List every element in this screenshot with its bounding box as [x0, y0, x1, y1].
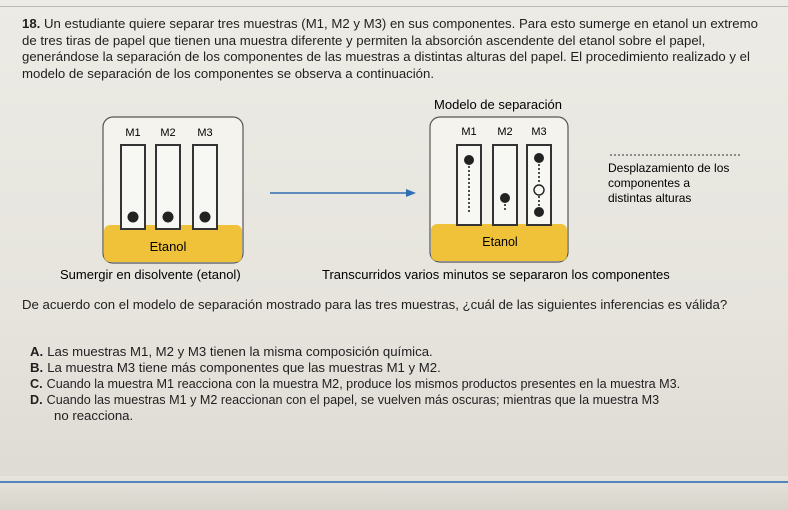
option-d-text: Cuando las muestras M1 y M2 reaccionan con el papel, se vuelven más oscuras; mientras que la muestra M3	[46, 393, 660, 407]
right-caption: Transcurridos varios minutos se separaron los componentes	[322, 267, 670, 282]
right-label-m2: M2	[497, 126, 513, 138]
right-label-m1: M1	[461, 126, 477, 138]
bottom-blue-rule	[0, 481, 788, 483]
left-beaker	[103, 117, 243, 263]
right-m2-component	[500, 193, 510, 203]
option-b[interactable]	[30, 360, 788, 376]
question-prompt: De acuerdo con el modelo de separación mostrado para las tres muestras, ¿cuál de las siguientes inferencias es válida?	[22, 297, 728, 312]
left-label-m2: M2	[160, 127, 176, 139]
question-text: Un estudiante quiere separar tres muestras (M1, M2 y M3) en sus componentes. Para esto sumerge en etanol un extremo de tres tiras de papel que tienen una muestra diferente y permiten la absorción ascendente del etanol sobre el papel, generándose la separación de los componentes de las muestras a distintas alturas del papel. El procedimiento realizado y el modelo de separación de los componentes se observa a continuación.	[22, 16, 758, 81]
annotation-line-3: distintas alturas	[608, 191, 692, 205]
option-d-letter: D.	[30, 393, 43, 407]
left-label-m1: M1	[125, 127, 141, 139]
left-sample-dot-m3	[200, 212, 211, 223]
option-d[interactable]	[30, 392, 788, 408]
option-a-text: Las muestras M1, M2 y M3 tienen la misma composición química.	[47, 344, 433, 359]
annotation-line-1: Desplazamiento de los	[608, 161, 730, 175]
right-m3-component-hollow	[534, 185, 544, 195]
right-m3-component-bottom	[534, 207, 544, 217]
left-caption: Sumergir en disolvente (etanol)	[60, 267, 241, 282]
option-c[interactable]	[30, 376, 788, 392]
answer-options	[30, 344, 788, 424]
right-label-m3: M3	[531, 126, 547, 138]
question-number: 18.	[22, 16, 41, 31]
process-arrow	[270, 189, 416, 197]
right-strip-m2	[493, 145, 517, 225]
annotation	[608, 155, 742, 205]
option-b-letter: B.	[30, 360, 44, 375]
left-sample-dot-m1	[128, 212, 139, 223]
left-sample-dot-m2	[163, 212, 174, 223]
right-title: Modelo de separación	[434, 97, 562, 112]
right-m3-component-top	[534, 153, 544, 163]
left-label-m3: M3	[197, 127, 213, 139]
option-a[interactable]	[30, 344, 788, 360]
option-c-letter: C.	[30, 377, 43, 391]
option-c-text: Cuando la muestra M1 reacciona con la muestra M2, produce los mismos productos presentes en la muestra M3.	[46, 377, 681, 391]
right-beaker	[430, 97, 568, 262]
left-solvent-label: Etanol	[149, 239, 187, 254]
right-m1-component-top	[464, 155, 474, 165]
option-d-continuation: no reacciona.	[54, 408, 134, 423]
option-a-letter: A.	[30, 344, 44, 359]
right-solvent-label: Etanol	[482, 235, 518, 249]
annotation-line-2: componentes a	[608, 176, 691, 190]
option-b-text: La muestra M3 tiene más componentes que las muestras M1 y M2.	[47, 360, 441, 375]
